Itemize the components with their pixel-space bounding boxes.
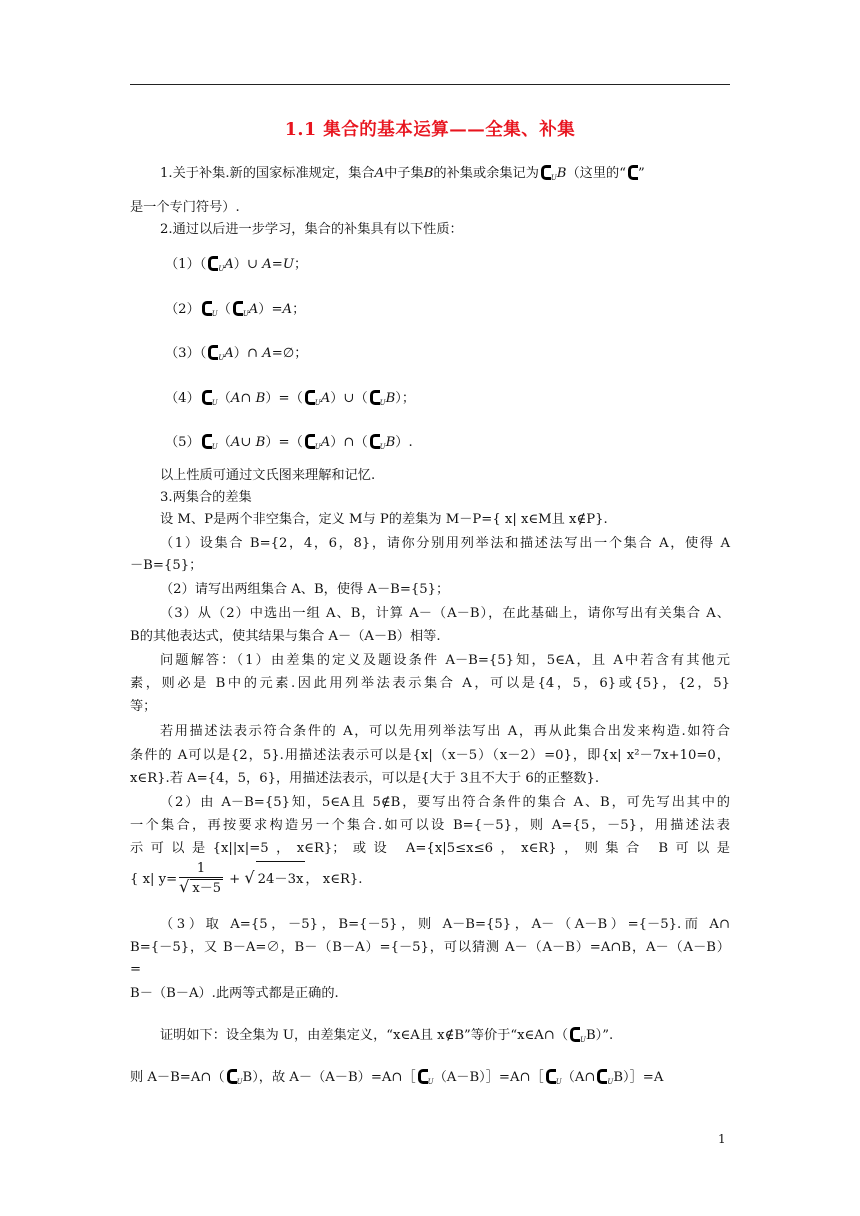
page-title: 1.1 集合的基本运算——全集、补集 — [284, 120, 576, 140]
complement-symbol — [541, 165, 550, 180]
solution-1: 问题解答：（1）由差集的定义及题设条件 A－B={5}知，5∈A，且 A中若含有其他元 — [160, 653, 730, 668]
solution-3: （2）由 A－B={5}知，5∈A且 5∉B，要写出符合条件的集合 A、B，可先写出其中的 — [160, 795, 730, 810]
question-3: （3）从（2）中选出一组 A、B，计算 A－（A－B），在此基础上，请你写出有关集合 A、 — [160, 606, 730, 621]
solution-2: 若用描述法表示符合条件的 A，可以先用列举法写出 A，再从此集合出发来构造.如符合 — [160, 724, 730, 739]
fraction: $\frac{1}{√ x-5}$ — [179, 861, 221, 896]
solution-3-line3: 示可以是{x||x|=5，x∈R}；或设 A={x|5≤x≤6，x∈R}，则集合 B可以是 — [130, 841, 730, 856]
solution-2-line2: 条件的 A可以是{2，5}.用描述法表示可以是{x|（x－5）（x－2）=0}，即{x| x²－7x+10=0， — [130, 748, 730, 763]
solution-4-line2: B={－5}，又 B－A=∅，B－（B－A）={－5}，可以猜测 A－（A－B）=A∩B，A－（A－B） — [130, 940, 730, 955]
para-difference-def: 设 M、P是两个非空集合，定义 M与 P的差集为 M－P={ x| x∈M且 x∉P}. — [160, 512, 608, 527]
property-5: （5） $_U$（A∪ B）=（ $_U$A）∩（ $_U$B）. — [165, 435, 413, 451]
complement-symbol — [202, 301, 211, 316]
complement-symbol — [202, 434, 211, 449]
complement-symbol — [370, 390, 379, 405]
para-complement-def: 1.关于补集.新的国家标准规定，集合A中子集B的补集或余集记为 $_U$B（这里的“ ” — [160, 166, 645, 182]
question-3-cont: B的其他表达式，使其结果与集合 A－（A－B）相等. — [130, 629, 441, 644]
complement-symbol — [208, 345, 217, 360]
para-complement-def-cont: 是一个专门符号）. — [130, 200, 240, 215]
question-2: （2）请写出两组集合 A、B，使得 A－B={5}； — [160, 582, 450, 597]
solution-3-formula: { x| y= $\frac{1}{√ x-5}$ + √ 24－3x ， x∈R}. — [130, 861, 363, 896]
header-rule — [130, 84, 730, 85]
property-2: （2） $_U$（ $_U$A）=A； — [165, 302, 306, 318]
complement-symbol — [305, 390, 314, 405]
property-4: （4） $_U$（A∩ B）=（ $_U$A）∪（ $_U$B）； — [165, 391, 416, 407]
property-3: （3）（ $_U$A）∩ A=∅； — [165, 346, 308, 362]
question-1-cont: －B={5}； — [130, 558, 203, 573]
complement-symbol — [570, 1027, 579, 1042]
complement-symbol — [233, 301, 242, 316]
solution-1-line3: 等； — [130, 699, 157, 714]
para-venn-note: 以上性质可通过文氏图来理解和记忆. — [160, 468, 376, 483]
question-1: （1）设集合 B={2，4，6，8}，请你分别用列举法和描述法写出一个集合 A，使得 A — [160, 536, 730, 551]
complement-symbol — [628, 165, 637, 180]
solution-1-line2: 素，则必是 B中的元素.因此用列举法表示集合 A，可以是{4，5，6}或{5}，{2，5} — [130, 676, 730, 691]
complement-symbol — [202, 390, 211, 405]
complement-symbol — [227, 1069, 236, 1084]
complement-symbol — [370, 434, 379, 449]
complement-symbol — [418, 1069, 427, 1084]
complement-symbol — [597, 1069, 606, 1084]
para-properties-intro: 2.通过以后进一步学习，集合的补集具有以下性质： — [160, 222, 463, 237]
solution-3-line2: 一个集合，再按要求构造另一个集合.如可以设 B={－5}，则 A={5，－5}，用描述法表 — [130, 818, 730, 833]
solution-4: （3）取 A={5，－5}，B={－5}，则 A－B={5}，A－（A－B）={－5}.而 A∩ — [160, 917, 730, 932]
solution-2-line3: x∈R}.若 A={4，5，6}，用描述法表示，可以是{大于 3且不大于 6的正整数}. — [130, 771, 600, 786]
proof-line-1: 证明如下：设全集为 U，由差集定义，“x∈A且 x∉B”等价于“x∈A∩（ $_U$B）”. — [160, 1028, 614, 1044]
page-number: 1 — [718, 1132, 726, 1146]
complement-symbol — [546, 1069, 555, 1084]
solution-4-line4: B－（B－A）.此两等式都是正确的. — [130, 986, 339, 1001]
solution-4-line3: = — [130, 962, 142, 977]
proof-line-2: 则 A－B=A∩（ $_U$B），故 A－（A－B）=A∩［ $_U$（A－B）］=A∩［ $_U$（A∩ $_U$B）］=A — [130, 1070, 664, 1086]
property-1: （1）（ $_U$A）∪ A=U； — [165, 257, 308, 273]
complement-symbol — [208, 256, 217, 271]
section-heading-difference: 3.两集合的差集 — [160, 490, 252, 505]
complement-symbol — [305, 434, 314, 449]
